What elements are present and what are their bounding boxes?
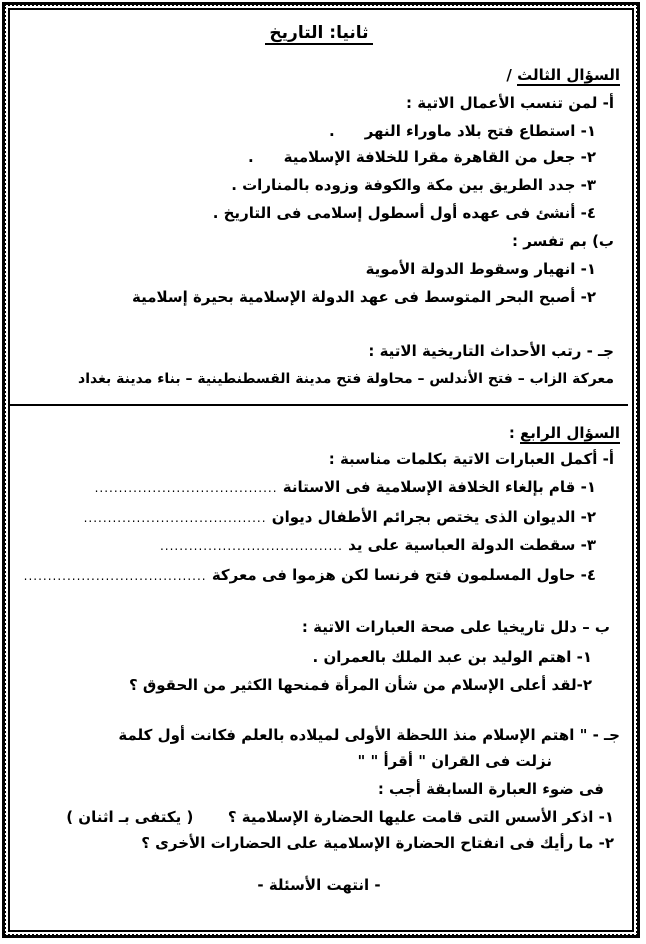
exam-content [16, 12, 622, 928]
q4-b-intro: ب – دلل تاريخيا على صحة العبارات الاتية : [301, 618, 610, 636]
q3-b-intro: ب) بم تفسر : [511, 232, 614, 250]
q3-a-intro: أ- لمن تنسب الأعمال الاتية : [406, 94, 614, 112]
q4-c-question-1: ١- اذكر الأسس التى قامت عليها الحضارة الإسلامية ؟ ( يكتفى بـ اثنان ) [66, 808, 614, 826]
q3-a-item-1: ١- استطاع فتح بلاد ماوراء النهر. [329, 122, 596, 140]
q3-heading [16, 64, 620, 86]
q4-heading-text: السؤال الرابع [520, 424, 620, 442]
q3-a-item-3: ٣- جدد الطريق بين مكة والكوفة وزوده بالمنارات . [231, 176, 596, 194]
q4-b-item-2: ٢-لقد أعلى الإسلام من شأن المرأة فمنحها الكثير من الحقوق ؟ [128, 676, 592, 694]
q4-a-item-1: ١- قام بإلغاء الخلافة الإسلامية فى الاستانة ...................................... [16, 476, 596, 499]
q3-a-item-4: ٤- أنشئ فى عهده أول أسطول إسلامى فى التاريخ . [212, 204, 596, 222]
q4-a-intro: أ- أكمل العبارات الاتية بكلمات مناسبة : [328, 450, 614, 468]
q4-c-question-2: ٢- ما رأيك فى انفتاح الحضارة الإسلامية على الحضارات الأخرى ؟ [141, 834, 614, 852]
q4-c-line-1: جـ - " اهتم الإسلام منذ اللحظة الأولى لميلاده بالعلم فكانت أول كلمة [118, 726, 620, 744]
answer-blank-4: ...................................... [23, 569, 207, 583]
q4-a-item-4: ٤- حاول المسلمون فتح فرنسا لكن هزموا فى معركة ...................................... [16, 564, 596, 587]
q3-c-events: معركة الزاب – فتح الأندلس – محاولة فتح مدينة القسطنطينية – بناء مدينة بغداد [78, 371, 614, 387]
q3-a-item-2: ٢- جعل من القاهرة مقرا للخلافة الإسلامية. [247, 148, 596, 166]
q4-b-item-1: ١- اهتم الوليد بن عبد الملك بالعمران . [312, 648, 592, 666]
q3-heading-suffix: / [506, 66, 518, 84]
q3-b-item-2: ٢- أصبح البحر المتوسط فى عهد الدولة الإسلامية بحيرة إسلامية [132, 288, 596, 306]
q3-c-intro: جـ - رتب الأحداث التاريخية الاتية : [368, 342, 614, 360]
q4-c-question-1-note: ( يكتفى بـ اثنان ) [66, 808, 194, 826]
q4-a-item-3: ٣- سقطت الدولة العباسية على يد ...................................... [16, 534, 596, 557]
section-divider [10, 404, 628, 406]
answer-blank-3: ...................................... [159, 539, 343, 553]
q4-c-line-3: فى ضوء العبارة السابقة أجب : [377, 780, 604, 798]
q4-a-item-2: ٢- الديوان الذى يختص بجرائم الأطفال ديوان ...................................... [16, 506, 596, 529]
page-title: ثانيا: التاريخ [16, 22, 622, 44]
end-of-questions: - انتهت الأسئلة - [257, 876, 381, 894]
q3-heading-text: السؤال الثالث [517, 66, 620, 84]
q4-c-line-2: نزلت فى القران " أقرأ " " [357, 752, 552, 770]
q4-heading [16, 422, 620, 444]
answer-blank-2: ...................................... [83, 511, 267, 525]
answer-blank-1: ...................................... [94, 481, 278, 495]
q4-heading-suffix: : [508, 424, 521, 442]
q3-b-item-1: ١- انهيار وسقوط الدولة الأموية [365, 260, 596, 278]
